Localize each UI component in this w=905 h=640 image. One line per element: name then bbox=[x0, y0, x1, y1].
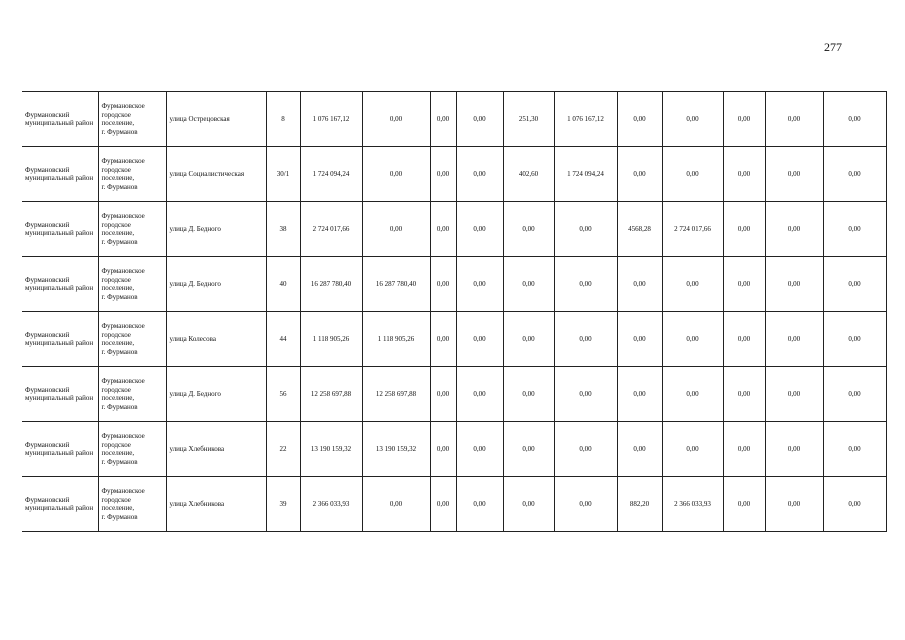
value-cell: 0,00 bbox=[823, 257, 886, 312]
settlement-cell bbox=[98, 92, 166, 147]
value-cell: 0,00 bbox=[430, 257, 456, 312]
district-cell: Фурмановский муниципальный район bbox=[22, 312, 98, 367]
value-cell: 0,00 bbox=[503, 422, 554, 477]
table-row bbox=[22, 92, 886, 147]
value-cell: 0,00 bbox=[765, 422, 823, 477]
settlement-line: Фурмановское bbox=[101, 377, 145, 385]
district-cell: Фурмановский муниципальный район bbox=[22, 477, 98, 532]
house-number-cell: 38 bbox=[266, 202, 300, 257]
value-cell: 0,00 bbox=[362, 147, 430, 202]
value-cell: 0,00 bbox=[765, 92, 823, 147]
value-cell: 0,00 bbox=[723, 477, 765, 532]
settlement-line: поселение, bbox=[101, 504, 135, 512]
settlement-line: поселение, bbox=[101, 119, 135, 127]
value-cell: 0,00 bbox=[723, 202, 765, 257]
value-cell: 1 724 094,24 bbox=[554, 147, 617, 202]
value-cell: 1 076 167,12 bbox=[554, 92, 617, 147]
district-cell: Фурмановский муниципальный район bbox=[22, 202, 98, 257]
value-cell: 4568,28 bbox=[617, 202, 662, 257]
settlement-cell bbox=[98, 312, 166, 367]
value-cell: 0,00 bbox=[823, 92, 886, 147]
table-row bbox=[22, 477, 886, 532]
table-row bbox=[22, 312, 886, 367]
value-cell: 0,00 bbox=[554, 477, 617, 532]
value-cell: 0,00 bbox=[430, 367, 456, 422]
house-number-cell: 40 bbox=[266, 257, 300, 312]
value-cell: 0,00 bbox=[823, 477, 886, 532]
housing-repair-table bbox=[22, 91, 887, 532]
settlement-line: г. Фурманов bbox=[101, 347, 138, 356]
settlement-line: городское bbox=[101, 110, 131, 119]
settlement-cell bbox=[98, 147, 166, 202]
street-cell: улица Д. Бедного bbox=[166, 257, 266, 312]
street-cell: улица Хлебникова bbox=[166, 477, 266, 532]
value-cell: 402,60 bbox=[503, 147, 554, 202]
street-cell: улица Д. Бедного bbox=[166, 202, 266, 257]
value-cell: 0,00 bbox=[662, 92, 723, 147]
value-cell: 0,00 bbox=[554, 202, 617, 257]
house-number-cell: 22 bbox=[266, 422, 300, 477]
district-cell: Фурмановский муниципальный район bbox=[22, 92, 98, 147]
settlement-line: Фурмановское bbox=[101, 322, 145, 330]
value-cell: 0,00 bbox=[554, 312, 617, 367]
value-cell: 0,00 bbox=[503, 367, 554, 422]
settlement-line: поселение, bbox=[101, 174, 135, 182]
value-cell: 0,00 bbox=[430, 312, 456, 367]
value-cell: 0,00 bbox=[503, 202, 554, 257]
settlement-line: поселение, bbox=[101, 284, 135, 292]
value-cell: 0,00 bbox=[456, 147, 503, 202]
value-cell: 0,00 bbox=[362, 92, 430, 147]
house-number-cell: 30/1 bbox=[266, 147, 300, 202]
settlement-line: городское bbox=[101, 165, 131, 174]
house-number-cell: 44 bbox=[266, 312, 300, 367]
settlement-line: Фурмановское bbox=[101, 432, 145, 440]
value-cell: 0,00 bbox=[362, 477, 430, 532]
value-cell: 0,00 bbox=[823, 147, 886, 202]
value-cell: 0,00 bbox=[662, 422, 723, 477]
district-cell: Фурмановский муниципальный район bbox=[22, 257, 98, 312]
settlement-line: поселение, bbox=[101, 394, 135, 402]
settlement-cell bbox=[98, 477, 166, 532]
house-number-cell: 8 bbox=[266, 92, 300, 147]
value-cell: 0,00 bbox=[456, 312, 503, 367]
value-cell: 2 724 017,66 bbox=[662, 202, 723, 257]
settlement-line: поселение, bbox=[101, 449, 135, 457]
street-cell: улица Социалистическая bbox=[166, 147, 266, 202]
value-cell: 0,00 bbox=[503, 312, 554, 367]
value-cell: 13 190 159,32 bbox=[362, 422, 430, 477]
value-cell: 882,20 bbox=[617, 477, 662, 532]
value-cell: 0,00 bbox=[503, 477, 554, 532]
value-cell: 1 076 167,12 bbox=[300, 92, 362, 147]
value-cell: 0,00 bbox=[823, 312, 886, 367]
value-cell: 2 366 033,93 bbox=[300, 477, 362, 532]
table-row bbox=[22, 147, 886, 202]
district-cell: Фурмановский муниципальный район bbox=[22, 422, 98, 477]
settlement-line: г. Фурманов bbox=[101, 512, 138, 521]
value-cell: 0,00 bbox=[823, 367, 886, 422]
settlement-line: городское bbox=[101, 440, 131, 449]
settlement-line: Фурмановское bbox=[101, 212, 145, 220]
settlement-line: г. Фурманов bbox=[101, 182, 138, 191]
value-cell: 0,00 bbox=[823, 422, 886, 477]
value-cell: 0,00 bbox=[662, 312, 723, 367]
value-cell: 0,00 bbox=[662, 367, 723, 422]
value-cell: 0,00 bbox=[662, 257, 723, 312]
value-cell: 0,00 bbox=[723, 257, 765, 312]
settlement-line: городское bbox=[101, 220, 131, 229]
value-cell: 12 258 697,88 bbox=[362, 367, 430, 422]
value-cell: 0,00 bbox=[456, 92, 503, 147]
settlement-line: г. Фурманов bbox=[101, 402, 138, 411]
settlement-line: г. Фурманов bbox=[101, 127, 138, 136]
settlement-line: г. Фурманов bbox=[101, 237, 138, 246]
table-row bbox=[22, 257, 886, 312]
value-cell: 0,00 bbox=[554, 367, 617, 422]
table-row bbox=[22, 422, 886, 477]
value-cell: 0,00 bbox=[554, 422, 617, 477]
settlement-line: городское bbox=[101, 275, 131, 284]
value-cell: 0,00 bbox=[765, 147, 823, 202]
settlement-line: городское bbox=[101, 495, 131, 504]
value-cell: 0,00 bbox=[723, 367, 765, 422]
value-cell: 0,00 bbox=[823, 202, 886, 257]
settlement-line: Фурмановское bbox=[101, 487, 145, 495]
value-cell: 0,00 bbox=[503, 257, 554, 312]
street-cell: улица Д. Бедного bbox=[166, 367, 266, 422]
value-cell: 16 287 780,40 bbox=[362, 257, 430, 312]
settlement-cell bbox=[98, 422, 166, 477]
value-cell: 0,00 bbox=[723, 422, 765, 477]
street-cell: улица Хлебникова bbox=[166, 422, 266, 477]
house-number-cell: 39 bbox=[266, 477, 300, 532]
settlement-line: поселение, bbox=[101, 229, 135, 237]
value-cell: 0,00 bbox=[430, 147, 456, 202]
value-cell: 12 258 697,88 bbox=[300, 367, 362, 422]
value-cell: 16 287 780,40 bbox=[300, 257, 362, 312]
value-cell: 0,00 bbox=[765, 257, 823, 312]
settlement-line: г. Фурманов bbox=[101, 457, 138, 466]
value-cell: 0,00 bbox=[430, 422, 456, 477]
value-cell: 13 190 159,32 bbox=[300, 422, 362, 477]
page-number: 277 bbox=[824, 40, 842, 54]
value-cell: 2 366 033,93 bbox=[662, 477, 723, 532]
settlement-line: городское bbox=[101, 385, 131, 394]
value-cell: 0,00 bbox=[456, 367, 503, 422]
value-cell: 0,00 bbox=[554, 257, 617, 312]
value-cell: 0,00 bbox=[765, 202, 823, 257]
settlement-cell bbox=[98, 257, 166, 312]
table-row bbox=[22, 202, 886, 257]
value-cell: 0,00 bbox=[617, 147, 662, 202]
value-cell: 0,00 bbox=[430, 92, 456, 147]
value-cell: 0,00 bbox=[430, 202, 456, 257]
settlement-line: Фурмановское bbox=[101, 157, 145, 165]
value-cell: 0,00 bbox=[662, 147, 723, 202]
district-cell: Фурмановский муниципальный район bbox=[22, 367, 98, 422]
value-cell: 0,00 bbox=[430, 477, 456, 532]
value-cell: 251,30 bbox=[503, 92, 554, 147]
value-cell: 0,00 bbox=[456, 422, 503, 477]
settlement-line: Фурмановское bbox=[101, 267, 145, 275]
settlement-line: поселение, bbox=[101, 339, 135, 347]
value-cell: 0,00 bbox=[456, 202, 503, 257]
value-cell: 0,00 bbox=[617, 422, 662, 477]
value-cell: 0,00 bbox=[362, 202, 430, 257]
value-cell: 0,00 bbox=[765, 477, 823, 532]
value-cell: 0,00 bbox=[723, 312, 765, 367]
settlement-cell bbox=[98, 202, 166, 257]
value-cell: 0,00 bbox=[617, 92, 662, 147]
settlement-line: городское bbox=[101, 330, 131, 339]
value-cell: 0,00 bbox=[765, 312, 823, 367]
street-cell: улица Острецовская bbox=[166, 92, 266, 147]
value-cell: 0,00 bbox=[765, 367, 823, 422]
value-cell: 0,00 bbox=[723, 147, 765, 202]
value-cell: 0,00 bbox=[617, 367, 662, 422]
value-cell: 0,00 bbox=[617, 257, 662, 312]
value-cell: 1 724 094,24 bbox=[300, 147, 362, 202]
value-cell: 1 118 905,26 bbox=[362, 312, 430, 367]
settlement-cell bbox=[98, 367, 166, 422]
value-cell: 0,00 bbox=[723, 92, 765, 147]
value-cell: 1 118 905,26 bbox=[300, 312, 362, 367]
settlement-line: г. Фурманов bbox=[101, 292, 138, 301]
settlement-line: Фурмановское bbox=[101, 102, 145, 110]
street-cell: улица Колесова bbox=[166, 312, 266, 367]
house-number-cell: 56 bbox=[266, 367, 300, 422]
value-cell: 0,00 bbox=[456, 477, 503, 532]
table-row bbox=[22, 367, 886, 422]
value-cell: 0,00 bbox=[617, 312, 662, 367]
value-cell: 0,00 bbox=[456, 257, 503, 312]
value-cell: 2 724 017,66 bbox=[300, 202, 362, 257]
district-cell: Фурмановский муниципальный район bbox=[22, 147, 98, 202]
